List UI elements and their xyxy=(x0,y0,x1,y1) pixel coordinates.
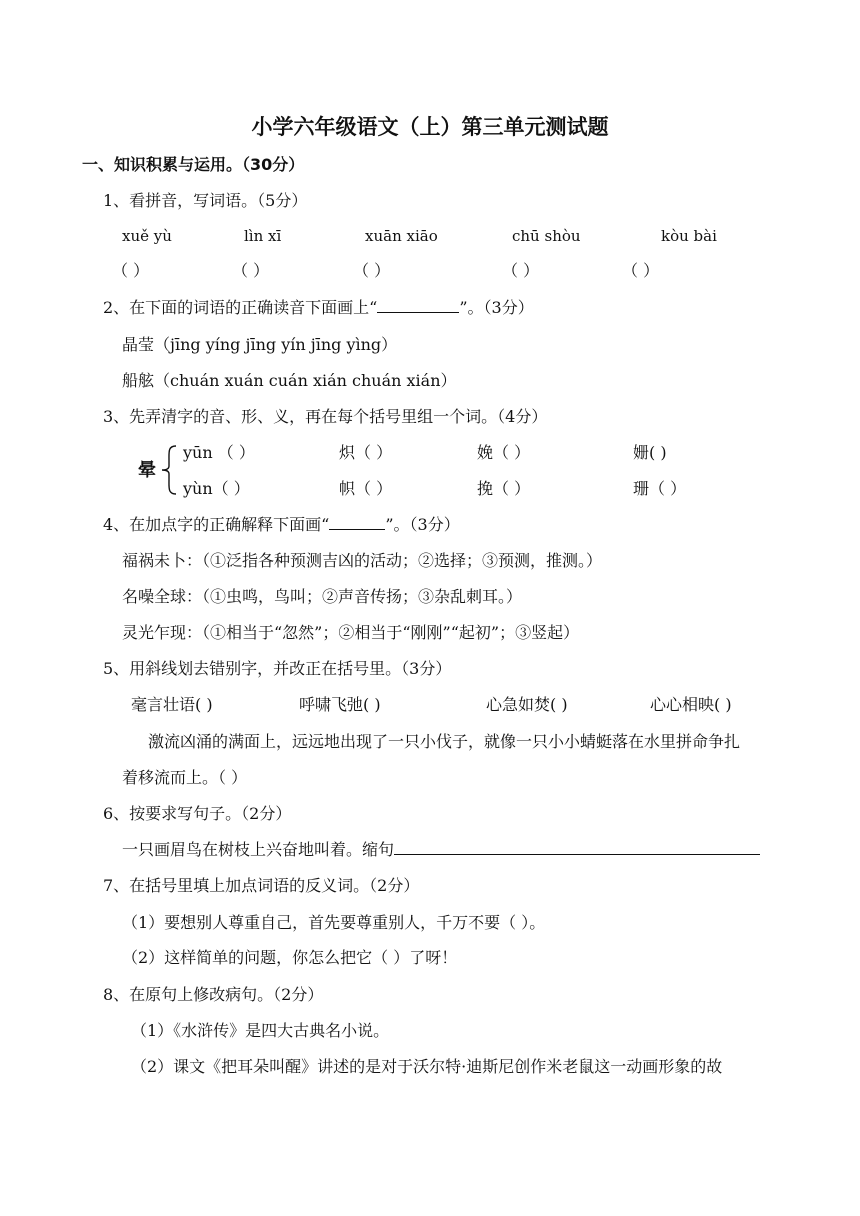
q1-pinyin-4: chū shòu xyxy=(512,227,581,245)
q2-word-2: 船舷（chuán xuán cuán xián chuán xián） xyxy=(122,371,457,390)
q1-pinyin-3: xuān xiāo xyxy=(365,227,438,245)
q4-heading-points: ”。（3分） xyxy=(385,515,460,534)
q1-heading: 1、看拼音，写词语。（5分） xyxy=(103,191,308,210)
q3-row1-item-4[interactable]: 姗( ) xyxy=(633,443,667,462)
q4-item-3: 灵光乍现：（①相当于“忽然”；②相当于“刚刚”“起初”；③竖起） xyxy=(122,623,580,642)
underline-sample xyxy=(329,515,385,530)
page-title: 小学六年级语文（上）第三单元测试题 xyxy=(251,115,609,139)
q6-heading: 6、按要求写句子。（2分） xyxy=(103,804,292,823)
q3-row2-item-3[interactable]: 挽（ ） xyxy=(477,479,531,498)
q1-answer-blank-5[interactable]: （ ） xyxy=(622,261,660,280)
q7-item-1[interactable]: （1）要想别人尊重自己，首先要尊重别人，千万不要（ ）。 xyxy=(122,913,546,932)
q5-paragraph-line-1: 激流凶涌的满面上，远远地出现了一只小伐子，就像一只小小蜻蜓落在水里拼命争扎 xyxy=(148,732,741,751)
q2-heading-text: 2、在下面的词语的正确读音下面画上“ xyxy=(103,298,378,317)
q4-heading xyxy=(103,515,460,535)
q2-heading xyxy=(103,298,534,318)
q2-word-1: 晶莹（jīng yíng jīng yín jīng yìng） xyxy=(122,335,398,354)
q2-heading-points: ”。（3分） xyxy=(459,298,534,317)
q8-heading: 8、在原句上修改病句。（2分） xyxy=(103,985,324,1004)
q3-row2-item-4[interactable]: 珊（ ） xyxy=(633,479,687,498)
q3-row1-item-2[interactable]: 炽（ ） xyxy=(339,443,393,462)
q8-item-1: （1）《水浒传》是四大古典名小说。 xyxy=(131,1021,390,1040)
q4-heading-text: 4、在加点字的正确解释下面画“ xyxy=(103,515,330,534)
q7-item-2[interactable]: （2）这样简单的问题，你怎么把它（ ）了呀！ xyxy=(122,948,458,967)
q6-sentence xyxy=(122,840,760,860)
q5-paragraph-line-2[interactable]: 着移流而上。（ ） xyxy=(122,768,248,787)
q7-heading: 7、在括号里填上加点词语的反义词。（2分） xyxy=(103,876,420,895)
answer-line[interactable] xyxy=(394,840,760,855)
q1-answer-blank-1[interactable]: （ ） xyxy=(112,261,150,280)
q1-pinyin-5: kòu bài xyxy=(661,227,717,245)
q5-word-3[interactable]: 心急如焚( ) xyxy=(486,695,568,714)
q5-word-2[interactable]: 呼啸飞弛( ) xyxy=(299,695,381,714)
q1-pinyin-1: xuě yù xyxy=(122,227,172,245)
q5-word-1[interactable]: 毫言壮语( ) xyxy=(131,695,213,714)
q5-heading: 5、用斜线划去错别字，并改正在括号里。（3分） xyxy=(103,659,452,678)
q1-answer-blank-4[interactable]: （ ） xyxy=(502,261,540,280)
q8-item-2: （2）课文《把耳朵叫醒》讲述的是对于沃尔特·迪斯尼创作米老鼠这一动画形象的故 xyxy=(131,1057,723,1076)
section-heading: 一、知识积累与运用。（30分） xyxy=(82,155,305,174)
q1-answer-blank-3[interactable]: （ ） xyxy=(353,261,391,280)
q3-row2-item-2[interactable]: 帜（ ） xyxy=(339,479,393,498)
underline-sample xyxy=(377,298,459,313)
q4-item-1: 福祸未卜：（①泛指各种预测吉凶的活动；②选择；③预测，推测。） xyxy=(122,551,603,570)
q1-pinyin-2: lìn xī xyxy=(244,227,282,245)
q3-heading: 3、先弄清字的音、形、义，再在每个括号里组一个词。（4分） xyxy=(103,407,548,426)
q3-row1-item-1[interactable]: yūn （ ） xyxy=(183,443,255,462)
q3-row1-item-3[interactable]: 娩（ ） xyxy=(477,443,531,462)
q6-sentence-text: 一只画眉鸟在树枝上兴奋地叫着。缩句 xyxy=(122,840,395,859)
q3-row2-item-1[interactable]: yùn（ ） xyxy=(183,479,250,498)
brace-icon xyxy=(159,444,179,496)
q5-word-4[interactable]: 心心相映( ) xyxy=(650,695,732,714)
q1-answer-blank-2[interactable]: （ ） xyxy=(232,261,270,280)
q3-polyphone-char: 晕 xyxy=(138,460,156,481)
q4-item-2: 名噪全球：（①虫鸣，鸟叫；②声音传扬；③杂乱刺耳。） xyxy=(122,587,523,606)
